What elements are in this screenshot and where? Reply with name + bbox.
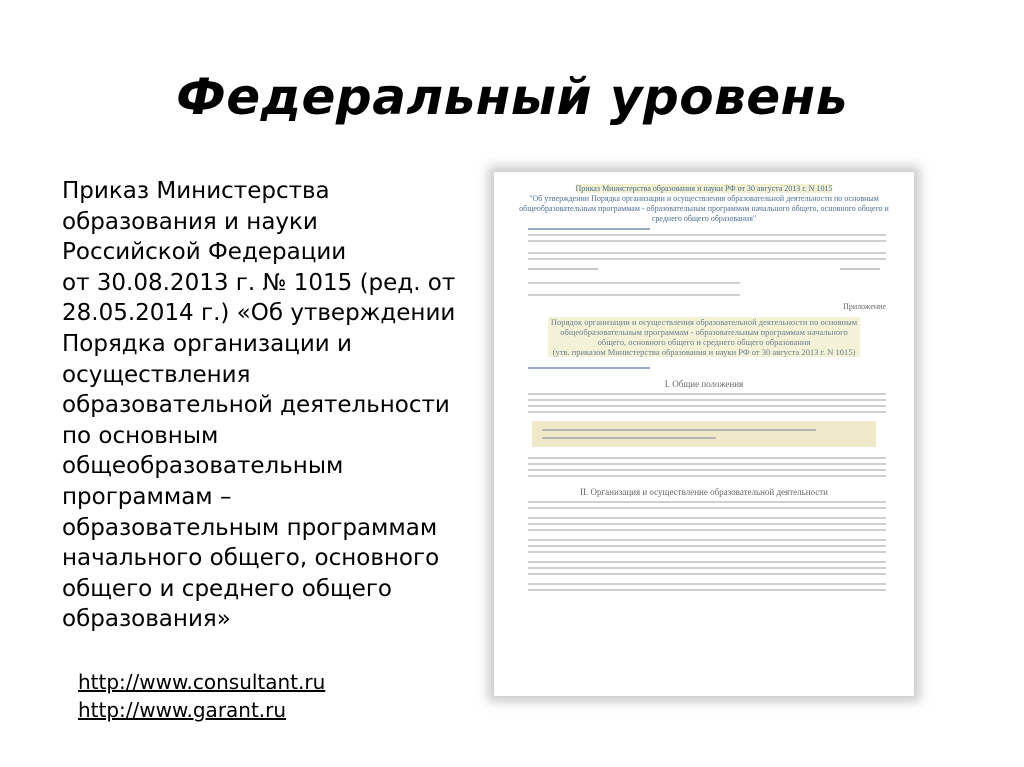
doc-text-line — [528, 463, 886, 465]
doc-text-line — [528, 457, 886, 459]
links — [78, 668, 325, 724]
doc-text-line — [528, 545, 886, 547]
doc-text-line — [528, 507, 886, 509]
doc-signature-left — [528, 268, 598, 270]
body-line: общеобразовательным — [62, 453, 344, 480]
body-line: начального общего, основного — [62, 545, 440, 572]
body-line: образовательным программам — [62, 514, 438, 541]
doc-signature — [528, 268, 880, 270]
body-line: программам – — [62, 483, 232, 510]
doc-header — [508, 184, 900, 224]
doc-text-line — [528, 405, 886, 407]
doc-note — [532, 421, 876, 447]
doc-text-line — [528, 282, 740, 284]
doc-text-line — [528, 539, 886, 541]
body-text — [62, 176, 502, 635]
link-garant[interactable]: http://www.garant.ru — [78, 698, 287, 722]
doc-header-line1: Приказ Министерства образования и науки РФ от 30 августа 2013 г. N 1015 — [575, 184, 833, 193]
body-line: общего и среднего общего — [62, 575, 392, 602]
doc-text-line — [528, 573, 886, 575]
doc-text-line — [528, 501, 886, 503]
body-line: образовательной деятельности — [62, 392, 450, 419]
doc-text-line — [528, 529, 886, 531]
body-line: от 30.08.2013 г. № 1015 (ред. от — [62, 269, 456, 296]
doc-text-line — [528, 567, 886, 569]
doc-section1: I. Общие положения — [664, 379, 744, 389]
doc-text-line — [528, 234, 886, 236]
body-line: по основным — [62, 422, 219, 449]
doc-text-line — [528, 240, 886, 242]
doc-text-line — [528, 583, 886, 585]
doc-text-line — [528, 228, 650, 230]
doc-text-line — [528, 469, 886, 471]
slide-title: Федеральный уровень — [176, 68, 848, 126]
doc-signature-right — [840, 268, 880, 270]
doc-text-line — [528, 252, 886, 254]
doc-text-line — [528, 523, 886, 525]
body-line: образования и науки — [62, 208, 318, 235]
doc-text-line — [528, 589, 886, 591]
body-line: Порядка организации и — [62, 330, 352, 357]
body-line: Российской Федерации — [62, 239, 347, 266]
document-thumbnail — [508, 180, 900, 686]
doc-section2: II. Организация и осуществление образовательной деятельности — [579, 487, 829, 497]
doc-text-line — [528, 399, 886, 401]
doc-text-line — [528, 258, 886, 260]
doc-text-line — [528, 393, 886, 395]
body-line: образования» — [62, 606, 231, 633]
body-line: осуществления — [62, 361, 251, 388]
doc-appendix-label: Приложение — [843, 302, 886, 311]
link-consultant[interactable]: http://www.consultant.ru — [78, 670, 326, 694]
doc-text-line — [528, 551, 886, 553]
doc-header-line2: "Об утверждении Порядка организации и осуществления образовательной деятельности по основным общеобразовательным программам - образовательным программам начального общего, основного общего и среднего общего образования" — [519, 194, 889, 223]
doc-text-line — [528, 475, 886, 477]
doc-order-title: Порядок организации и осуществления образовательной деятельности по основным общеобразовательным программам - образовательным программам начального общего, основного общего и среднего общего образования (утв. приказом Министерства образования и науки РФ от 30 августа 2013 г. N 1015) — [548, 317, 860, 357]
doc-text-line — [528, 411, 886, 413]
body-line: 28.05.2014 г.) «Об утверждении — [62, 300, 456, 327]
doc-text-line — [528, 517, 886, 519]
doc-text-line — [528, 294, 740, 296]
doc-text-line — [528, 561, 886, 563]
doc-text-line — [528, 367, 650, 369]
body-line: Приказ Министерства — [62, 178, 330, 204]
